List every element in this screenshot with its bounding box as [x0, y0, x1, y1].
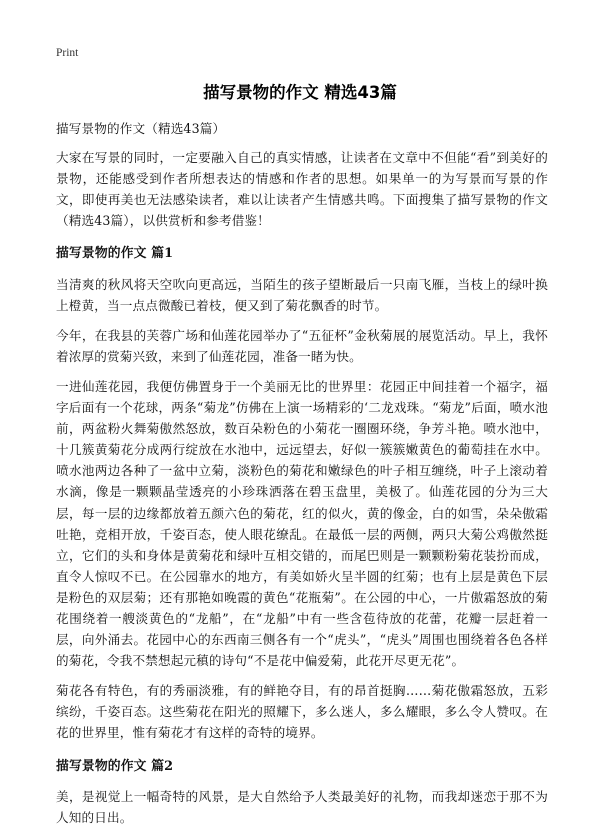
section-heading-1: 描写景物的作文 篇1: [56, 246, 174, 262]
section-1-paragraph-2: 今年，在我县的芙蓉广场和仙莲花园举办了“五征杯”金秋菊展的展览活动。早上，我怀着浓厚的赏菊兴致，来到了仙莲花园，准备一睹为快。: [56, 327, 548, 364]
print-label: Print: [56, 47, 79, 59]
section-1-paragraph-4: 菊花各有特色，有的秀丽淡雅，有的鲜艳夺目，有的昂首挺胸……菊花傲霜怒放，五彩缤纷，千姿百态。这些菊花在阳光的照耀下，多么迷人，多么耀眼，多么令人赞叹。在花的世界里，惟有菊花才有这样的奇特的境界。: [56, 683, 548, 741]
page-title: 描写景物的作文 精选43篇: [203, 83, 397, 102]
section-1-paragraph-3: 一进仙莲花园，我便仿佛置身于一个美丽无比的世界里：花园正中间挂着一个福字，福字后面有一个花球，两条“菊龙”仿佛在上演一场精彩的‘二龙戏珠。“菊龙”后面，喷水池前，两盆粉火舞菊傲然怒放，数百朵粉色的小菊花一圈圈环绕，争芳斗艳。喷水池中，十几簇黄菊花分成两行绽放在水池中，远远望去，好似一簇簇嫩黄色的葡萄挂在水中。喷水池两边各种了一盆中立菊，淡粉色的菊花和嫩绿色的叶子相互缠绕，叶子上滚动着水滴，像是一颗颗晶莹透亮的小珍珠洒落在碧玉盘里，美极了。仙莲花园的分为三大层，每一层的边缘都放着五颜六色的菊花，红的似火，黄的像金，白的如雪，朵朵傲霜吐艳，竞相开放，千姿百态，使人眼花缭乱。在最低一层的两侧，两只大菊公鸡傲然挺立，它们的头和身体是黄菊花和绿叶互相交错的，而尾巴则是一颗颗粉菊花装扮而成，直令人惊叹不已。在公园靠水的地方，有美如娇火呈半圆的红菊；也有上层是黄色下层是粉色的双层菊；还有那艳如晚霞的黄色“花瓶菊”。在公园的中心，一片傲霜怒放的菊花围绕着一艘淡黄色的“龙船”，在“龙船”中有一些含苞待放的花蕾，花瓣一层赶着一层，向外涌去。花园中心的东西南三侧各有一个“虎头”，“虎头”周围也围绕着各色各样的菊花，令我不禁想起元稹的诗句“不是花中偏爱菊，此花开尽更无花”。: [56, 378, 548, 669]
intro-paragraph: 大家在写景的同时，一定要融入自己的真实情感，让读者在文章中不但能“看”到美好的景物，还能感受到作者所想表达的情感和作者的思想。如果单一的为写景而写景的作文，即使再美也无法感染读者，难以让读者产生情感共鸣。下面搜集了描写景物的作文（精选43篇），以供赏析和参考借鉴！: [56, 150, 548, 229]
article-subtitle: 描写景物的作文（精选43篇）: [56, 121, 226, 136]
section-1-paragraph-1: 当清爽的秋风将天空吹向更高远，当陌生的孩子望断最后一只南飞雁，当枝上的绿叶换上橙黄，当一点点微酸已着枝，便又到了菊花飘香的时节。: [56, 276, 548, 313]
section-2-paragraph-1: 美，是视觉上一幅奇特的风景，是大自然给予人类最美好的礼物，而我却迷恋于那不为人知的日出。: [56, 788, 548, 825]
section-heading-2: 描写景物的作文 篇2: [56, 758, 174, 774]
article-body: [56, 118, 548, 837]
